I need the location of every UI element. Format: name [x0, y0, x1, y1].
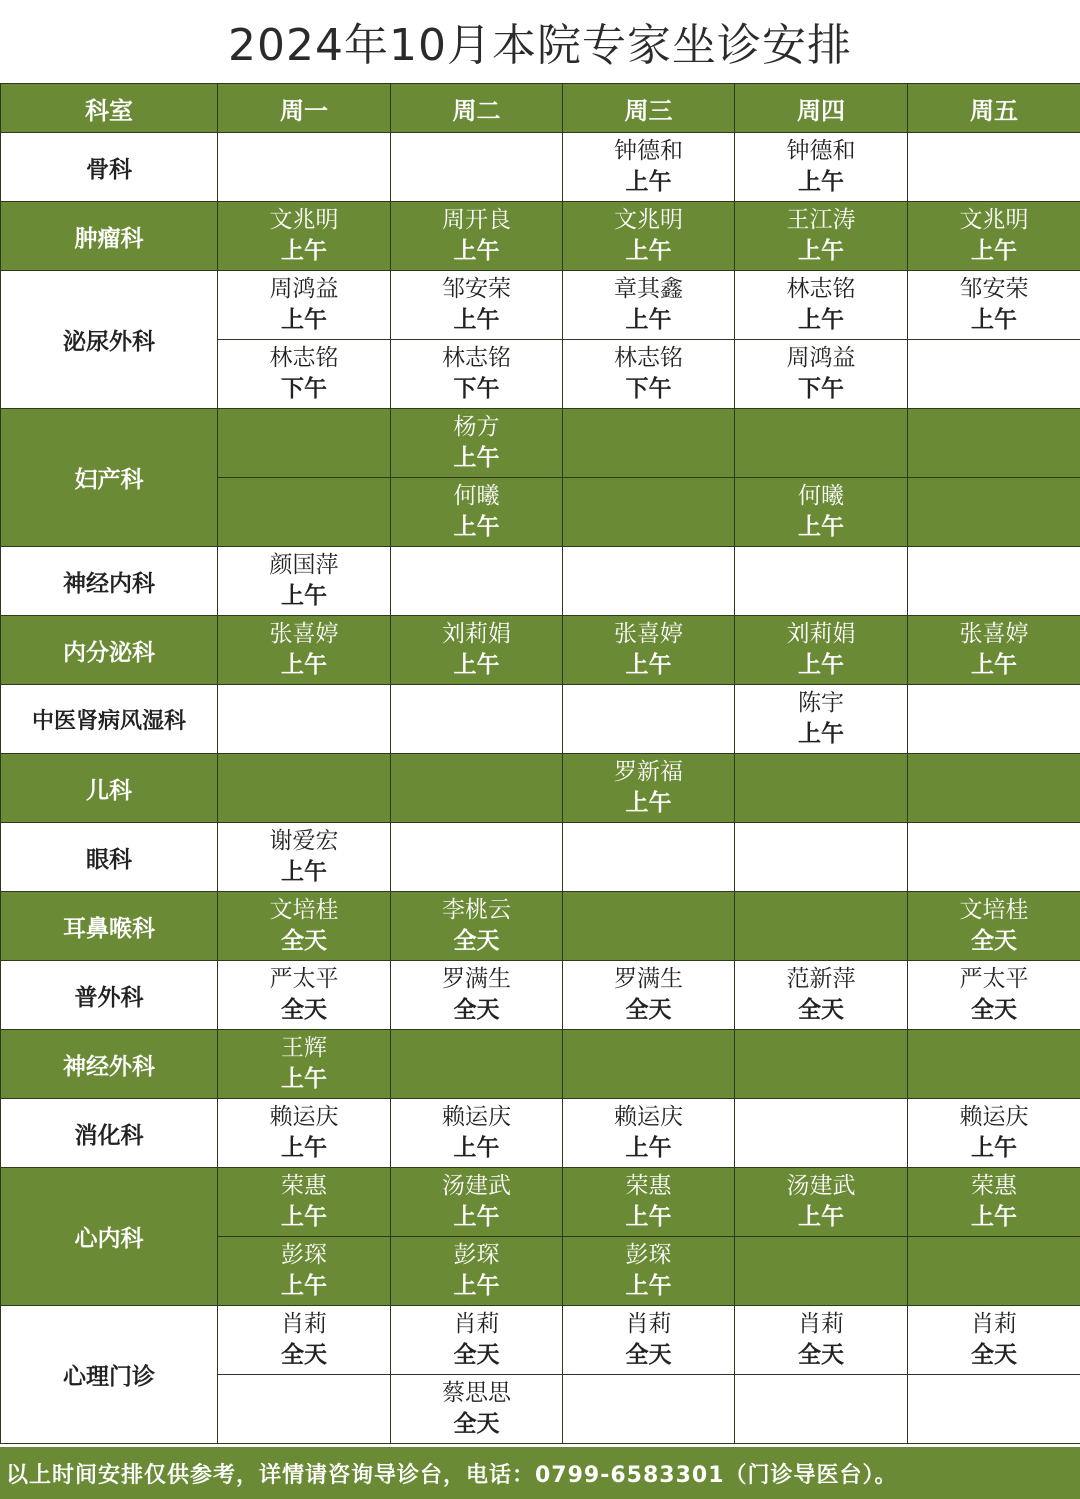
doctor-name: 刘莉娟 — [442, 621, 511, 647]
session-time: 下午 — [281, 376, 327, 402]
table-row — [1, 133, 1080, 202]
session-time: 上午 — [971, 238, 1017, 264]
schedule-cell — [908, 340, 1080, 409]
department-name: 神经内科 — [1, 547, 218, 616]
schedule-cell — [908, 1237, 1080, 1306]
schedule-cell — [218, 961, 391, 1030]
schedule-cell — [908, 202, 1080, 271]
schedule-cell — [735, 1168, 908, 1237]
schedule-cell — [735, 823, 908, 892]
schedule-cell — [735, 892, 908, 961]
schedule-cell — [391, 547, 563, 616]
session-time: 全天 — [798, 997, 844, 1023]
session-time: 下午 — [798, 376, 844, 402]
schedule-cell — [391, 1306, 563, 1375]
schedule-cell — [563, 1030, 735, 1099]
page-title: 2024年10月本院专家坐诊安排 — [228, 20, 852, 71]
schedule-cell — [908, 685, 1080, 754]
session-time: 上午 — [281, 583, 327, 609]
schedule-cell — [218, 271, 391, 340]
session-time: 上午 — [281, 859, 327, 885]
doctor-name: 文培桂 — [269, 897, 339, 923]
schedule-cell — [908, 1168, 1080, 1237]
department-name: 心理门诊 — [1, 1306, 218, 1444]
schedule-cell — [218, 133, 391, 202]
schedule-cell — [908, 961, 1080, 1030]
doctor-name: 王江涛 — [786, 207, 856, 233]
doctor-name: 李桃云 — [442, 897, 511, 923]
session-time: 上午 — [453, 1204, 500, 1230]
department-name: 泌尿外科 — [1, 271, 218, 409]
schedule-cell — [218, 1375, 391, 1444]
schedule-cell — [218, 616, 391, 685]
doctor-name: 杨方 — [453, 414, 500, 440]
doctor-name: 林志铭 — [442, 345, 511, 371]
schedule-cell — [218, 409, 391, 478]
session-time: 全天 — [281, 997, 327, 1023]
session-time: 上午 — [281, 1135, 327, 1161]
doctor-name: 文兆明 — [959, 207, 1029, 233]
session-time: 上午 — [453, 1135, 500, 1161]
schedule-cell — [391, 409, 563, 478]
schedule-cell — [391, 133, 563, 202]
schedule-cell — [735, 409, 908, 478]
schedule-cell — [735, 478, 908, 547]
table-row — [1, 1168, 1080, 1237]
session-time: 上午 — [971, 652, 1017, 678]
schedule-cell — [735, 340, 908, 409]
doctor-name: 赖运庆 — [959, 1104, 1029, 1130]
schedule-cell — [735, 547, 908, 616]
schedule-cell — [218, 1030, 391, 1099]
doctor-name: 彭琛 — [281, 1242, 327, 1268]
schedule-cell — [391, 1375, 563, 1444]
table-row — [1, 961, 1080, 1030]
session-time: 上午 — [971, 1204, 1017, 1230]
schedule-cell — [218, 685, 391, 754]
schedule-body — [1, 133, 1080, 1444]
doctor-name: 颜国萍 — [269, 552, 339, 578]
doctor-name: 赖运庆 — [614, 1104, 683, 1130]
schedule-cell — [908, 1306, 1080, 1375]
schedule-cell — [563, 1237, 735, 1306]
schedule-cell — [218, 823, 391, 892]
schedule-cell — [735, 754, 908, 823]
doctor-name: 罗满生 — [614, 966, 683, 992]
session-time: 上午 — [625, 790, 672, 816]
session-time: 上午 — [453, 652, 500, 678]
schedule-cell — [218, 1237, 391, 1306]
doctor-name: 文兆明 — [269, 207, 339, 233]
session-time: 上午 — [798, 721, 844, 747]
session-time: 上午 — [625, 652, 672, 678]
session-time: 上午 — [625, 1273, 672, 1299]
doctor-name: 钟德和 — [614, 138, 683, 164]
schedule-cell — [563, 1099, 735, 1168]
schedule-cell — [391, 478, 563, 547]
doctor-name: 邹安荣 — [959, 276, 1029, 302]
schedule-cell — [391, 961, 563, 1030]
schedule-cell — [218, 478, 391, 547]
session-time: 上午 — [625, 307, 672, 333]
doctor-name: 罗新福 — [614, 759, 683, 785]
session-time: 全天 — [281, 1342, 327, 1368]
doctor-name: 罗满生 — [442, 966, 511, 992]
doctor-name: 蔡思思 — [442, 1380, 511, 1406]
session-time: 全天 — [453, 1411, 500, 1437]
header-dept: 科室 — [1, 84, 218, 133]
schedule-cell — [391, 754, 563, 823]
schedule-cell — [391, 823, 563, 892]
table-row — [1, 892, 1080, 961]
table-row — [1, 202, 1080, 271]
session-time: 全天 — [453, 928, 500, 954]
doctor-name: 林志铭 — [614, 345, 683, 371]
session-time: 上午 — [798, 1204, 844, 1230]
doctor-name: 严太平 — [269, 966, 339, 992]
schedule-cell — [908, 271, 1080, 340]
doctor-name: 肖莉 — [798, 1311, 844, 1337]
doctor-name: 张喜婷 — [959, 621, 1029, 647]
doctor-name: 王辉 — [281, 1035, 327, 1061]
schedule-cell — [391, 685, 563, 754]
doctor-name: 荣惠 — [281, 1173, 327, 1199]
schedule-cell — [218, 754, 391, 823]
schedule-cell — [218, 340, 391, 409]
doctor-name: 肖莉 — [453, 1311, 500, 1337]
schedule-cell — [735, 1375, 908, 1444]
department-name: 内分泌科 — [1, 616, 218, 685]
header-wed: 周三 — [563, 84, 735, 133]
schedule-cell — [908, 1099, 1080, 1168]
schedule-cell — [908, 892, 1080, 961]
table-row — [1, 685, 1080, 754]
department-name: 心内科 — [1, 1168, 218, 1306]
session-time: 下午 — [453, 376, 500, 402]
schedule-cell — [391, 616, 563, 685]
schedule-cell — [218, 1168, 391, 1237]
schedule-cell — [563, 823, 735, 892]
session-time: 上午 — [798, 238, 844, 264]
session-time: 全天 — [453, 997, 500, 1023]
schedule-cell — [218, 1099, 391, 1168]
table-header-row — [1, 84, 1080, 133]
session-time: 全天 — [971, 997, 1017, 1023]
department-name: 妇产科 — [1, 409, 218, 547]
schedule-cell — [735, 271, 908, 340]
schedule-cell — [908, 133, 1080, 202]
session-time: 全天 — [281, 928, 327, 954]
doctor-name: 肖莉 — [625, 1311, 672, 1337]
schedule-cell — [218, 892, 391, 961]
session-time: 上午 — [281, 652, 327, 678]
session-time: 全天 — [453, 1342, 500, 1368]
schedule-cell — [908, 754, 1080, 823]
schedule-cell — [908, 547, 1080, 616]
schedule-cell — [218, 202, 391, 271]
session-time: 下午 — [625, 376, 672, 402]
doctor-name: 邹安荣 — [442, 276, 511, 302]
schedule-cell — [735, 133, 908, 202]
department-name: 耳鼻喉科 — [1, 892, 218, 961]
session-time: 上午 — [281, 1204, 327, 1230]
schedule-cell — [563, 202, 735, 271]
table-row — [1, 1306, 1080, 1375]
schedule-cell — [908, 478, 1080, 547]
schedule-cell — [391, 1099, 563, 1168]
schedule-cell — [563, 961, 735, 1030]
doctor-name: 何曦 — [453, 483, 500, 509]
schedule-cell — [391, 892, 563, 961]
department-name: 普外科 — [1, 961, 218, 1030]
doctor-name: 汤建武 — [786, 1173, 856, 1199]
table-row — [1, 1099, 1080, 1168]
schedule-cell — [218, 547, 391, 616]
schedule-cell — [391, 202, 563, 271]
doctor-name: 赖运庆 — [269, 1104, 339, 1130]
department-name: 眼科 — [1, 823, 218, 892]
session-time: 全天 — [798, 1342, 844, 1368]
doctor-name: 周鸿益 — [269, 276, 339, 302]
table-row — [1, 409, 1080, 478]
doctor-name: 荣惠 — [625, 1173, 672, 1199]
schedule-cell — [563, 1375, 735, 1444]
schedule-cell — [563, 409, 735, 478]
session-time: 全天 — [625, 997, 672, 1023]
session-time: 上午 — [625, 1204, 672, 1230]
schedule-cell — [563, 1306, 735, 1375]
doctor-name: 章其鑫 — [614, 276, 683, 302]
session-time: 上午 — [281, 307, 327, 333]
schedule-cell — [563, 271, 735, 340]
session-time: 上午 — [971, 307, 1017, 333]
schedule-cell — [391, 1030, 563, 1099]
session-time: 上午 — [971, 1135, 1017, 1161]
doctor-name: 林志铭 — [269, 345, 339, 371]
session-time: 上午 — [625, 238, 672, 264]
schedule-cell — [735, 685, 908, 754]
doctor-name: 彭琛 — [625, 1242, 672, 1268]
doctor-name: 林志铭 — [786, 276, 856, 302]
schedule-cell — [563, 892, 735, 961]
session-time: 上午 — [798, 169, 844, 195]
session-time: 全天 — [625, 1342, 672, 1368]
schedule-cell — [391, 1168, 563, 1237]
header-mon: 周一 — [218, 84, 391, 133]
doctor-name: 肖莉 — [971, 1311, 1017, 1337]
schedule-cell — [563, 340, 735, 409]
schedule-cell — [735, 616, 908, 685]
table-row — [1, 823, 1080, 892]
schedule-cell — [908, 1030, 1080, 1099]
header-tue: 周二 — [391, 84, 563, 133]
schedule-cell — [908, 823, 1080, 892]
session-time: 上午 — [798, 307, 844, 333]
session-time: 上午 — [453, 238, 500, 264]
schedule-cell — [563, 478, 735, 547]
schedule-cell — [735, 1099, 908, 1168]
department-name: 消化科 — [1, 1099, 218, 1168]
session-time: 上午 — [625, 169, 672, 195]
session-time: 上午 — [453, 307, 500, 333]
doctor-name: 谢爱宏 — [269, 828, 339, 854]
session-time: 上午 — [798, 514, 844, 540]
doctor-name: 赖运庆 — [442, 1104, 511, 1130]
doctor-name: 周鸿益 — [786, 345, 856, 371]
department-name: 儿科 — [1, 754, 218, 823]
table-row — [1, 271, 1080, 340]
schedule-cell — [735, 1030, 908, 1099]
doctor-name: 钟德和 — [786, 138, 856, 164]
doctor-name: 肖莉 — [281, 1311, 327, 1337]
doctor-name: 严太平 — [959, 966, 1029, 992]
schedule-cell — [391, 1237, 563, 1306]
session-time: 上午 — [281, 238, 327, 264]
session-time: 上午 — [281, 1273, 327, 1299]
department-name: 肿瘤科 — [1, 202, 218, 271]
doctor-name: 何曦 — [798, 483, 844, 509]
doctor-name: 刘莉娟 — [786, 621, 856, 647]
schedule-cell — [908, 616, 1080, 685]
footer-note: 以上时间安排仅供参考，详情请咨询导诊台，电话：0799-6583301（门诊导医台）。 — [0, 1447, 1080, 1499]
schedule-cell — [908, 409, 1080, 478]
session-time: 全天 — [971, 1342, 1017, 1368]
schedule-cell — [735, 961, 908, 1030]
schedule-cell — [391, 340, 563, 409]
schedule-cell — [563, 754, 735, 823]
header-fri: 周五 — [908, 84, 1080, 133]
department-name: 中医肾病风湿科 — [1, 685, 218, 754]
schedule-cell — [735, 202, 908, 271]
session-time: 上午 — [798, 652, 844, 678]
doctor-name: 张喜婷 — [614, 621, 683, 647]
session-time: 上午 — [453, 1273, 500, 1299]
table-row — [1, 616, 1080, 685]
table-row — [1, 754, 1080, 823]
schedule-cell — [563, 1168, 735, 1237]
schedule-cell — [563, 685, 735, 754]
doctor-name: 彭琛 — [453, 1242, 500, 1268]
doctor-name: 汤建武 — [442, 1173, 511, 1199]
session-time: 上午 — [453, 514, 500, 540]
session-time: 上午 — [453, 445, 500, 471]
schedule-cell — [218, 1306, 391, 1375]
header-thu: 周四 — [735, 84, 908, 133]
schedule-cell — [563, 133, 735, 202]
department-name: 神经外科 — [1, 1030, 218, 1099]
schedule-cell — [391, 271, 563, 340]
schedule-cell — [563, 547, 735, 616]
schedule-cell — [563, 616, 735, 685]
doctor-name: 陈宇 — [798, 690, 844, 716]
doctor-name: 范新萍 — [786, 966, 856, 992]
schedule-cell — [735, 1306, 908, 1375]
doctor-name: 张喜婷 — [269, 621, 339, 647]
schedule-table — [0, 83, 1080, 1444]
schedule-cell — [908, 1375, 1080, 1444]
doctor-name: 文兆明 — [614, 207, 683, 233]
doctor-name: 文培桂 — [959, 897, 1029, 923]
table-row — [1, 547, 1080, 616]
table-row — [1, 1030, 1080, 1099]
doctor-name: 周开良 — [442, 207, 511, 233]
department-name: 骨科 — [1, 133, 218, 202]
session-time: 上午 — [625, 1135, 672, 1161]
schedule-cell — [735, 1237, 908, 1306]
doctor-name: 荣惠 — [971, 1173, 1017, 1199]
session-time: 上午 — [281, 1066, 327, 1092]
session-time: 全天 — [971, 928, 1017, 954]
